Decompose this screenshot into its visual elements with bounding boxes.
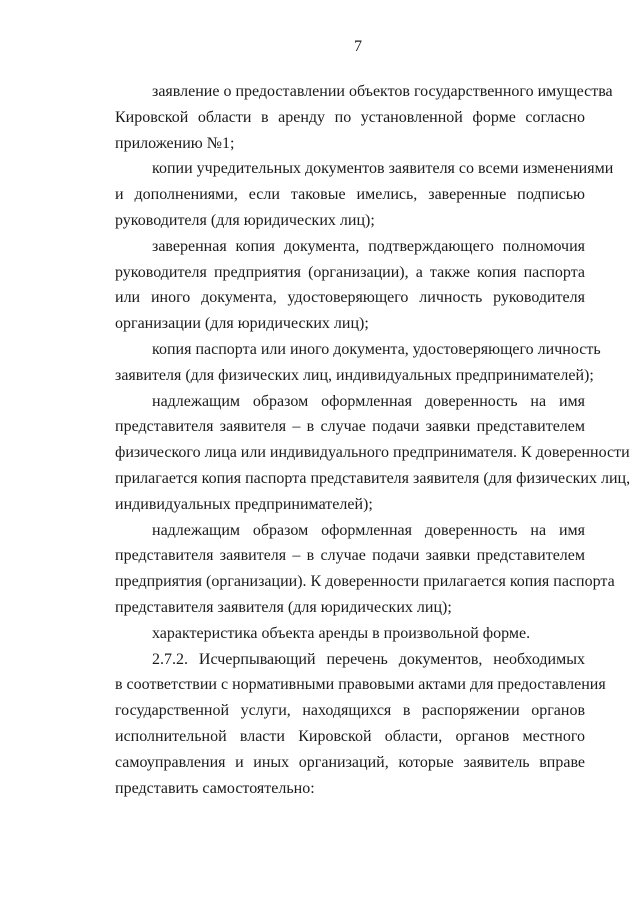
text-line: 2.7.2. Исчерпывающий перечень документов, необходимых	[152, 650, 585, 668]
text-line: организации (для юридических лиц);	[115, 315, 369, 333]
text-line: характеристика объекта аренды в произвольной форме.	[152, 624, 531, 642]
paragraph	[115, 79, 613, 156]
page-number: 7	[354, 38, 362, 55]
text-line: в соответствии с нормативными правовыми актами для предоставления	[115, 676, 606, 694]
paragraph	[115, 621, 585, 647]
document-body	[115, 79, 631, 801]
text-line: прилагается копия паспорта представителя заявителя (для физических лиц,	[115, 469, 631, 487]
text-line: или иного документа, удостоверяющего личность руководителя	[115, 289, 585, 307]
text-line: копии учредительных документов заявителя со всеми изменениями	[152, 160, 614, 178]
text-line: представителя заявителя – в случае подачи заявки представителем	[115, 418, 585, 436]
text-line: заявление о предоставлении объектов государственного имущества	[152, 83, 613, 100]
text-line: представителя заявителя – в случае подачи заявки представителем	[115, 547, 585, 565]
paragraph	[115, 647, 606, 802]
text-line: исполнительной власти Кировской области, органов местного	[115, 727, 585, 745]
paragraph	[115, 389, 631, 518]
text-line: руководителя (для юридических лиц);	[115, 211, 375, 229]
text-line: представить самостоятельно:	[115, 779, 315, 797]
text-line: самоуправления и иных организаций, которые заявитель вправе	[115, 753, 585, 771]
text-line: заверенная копия документа, подтверждающего полномочия	[152, 237, 585, 255]
text-line: и дополнениями, если таковые имелись, заверенные подписью	[115, 186, 585, 204]
text-line: надлежащим образом оформленная доверенность на имя	[152, 392, 585, 410]
text-line: индивидуальных предпринимателей);	[115, 495, 373, 513]
paragraph	[115, 337, 601, 389]
text-line: приложению №1;	[115, 134, 235, 152]
text-line: заявителя (для физических лиц, индивидуальных предпринимателей);	[115, 366, 594, 384]
text-line: руководителя предприятия (организации), а также копия паспорта	[115, 263, 585, 281]
paragraph	[115, 518, 615, 621]
text-line: Кировской области в аренду по установленной форме согласно	[115, 108, 585, 126]
text-line: предприятия (организации). К доверенности прилагается копия паспорта	[115, 573, 615, 591]
text-line: представителя заявителя (для юридических лиц);	[115, 598, 452, 616]
paragraph	[115, 156, 614, 233]
text-line: надлежащим образом оформленная доверенность на имя	[152, 521, 585, 539]
paragraph	[115, 234, 585, 337]
text-line: копия паспорта или иного документа, удостоверяющего личность	[152, 340, 601, 358]
text-line: государственной услуги, находящихся в распоряжении органов	[115, 702, 585, 720]
text-line: физического лица или индивидуального предпринимателя. К доверенности	[115, 444, 630, 462]
